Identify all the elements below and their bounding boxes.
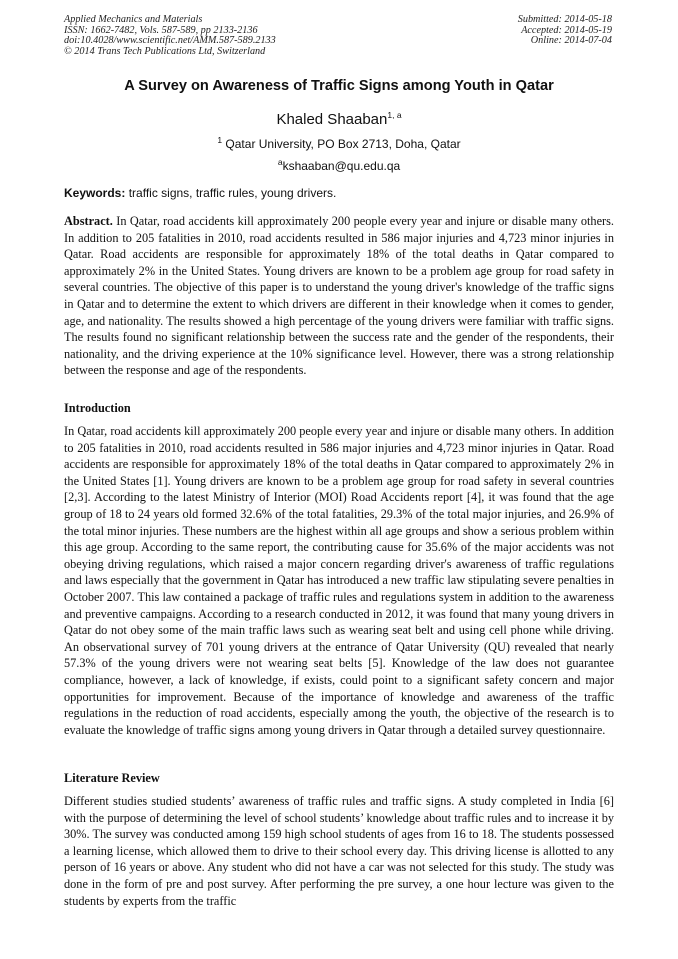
introduction-paragraph: In Qatar, road accidents kill approximately 200 people every year and injure or disable many others. In addition to 205 fatalities in 2010, road accidents resulted in 586 major injuries and 4,723 minor injuries in Qatar. Road accidents are responsible for approximately 18% of the total deaths in Qatar compared to approximately 2% in the United States [1]. Young drivers are known to be a problem age group for road safety in several countries [2,3]. According to the latest Ministry of Interior (MOI) Road Accidents report [4], it was found that the age group of 18 to 24 years old formed 32.6% of the total fatalities, 29.3% of the total major injuries, and 26.9% of the total minor injuries. These numbers are the highest within all age groups and show a serious problem within this age group. According to the same report, the contributing cause for 35.6% of the major accidents was not obeying driving regulations, which raised a major concern regarding driver's awareness of traffic regulations and laws especially that the government in Qatar has introduced a new traffic law stipulating severe penalties in October 2007. This law contained a package of traffic rules and regulations system in addition to the awareness and preventive campaigns. According to a research conducted in 2012, it was found that many young drivers in Qatar do not obey some of the main traffic laws such as wearing seat belt and using cell phone while driving. An observational survey of 701 young drivers at the entrance of Qatar University (QU) revealed that nearly 57.3% of the young drivers were not wearing seat belts [5]. Knowledge of the law does not guarantee compliance, however, a lack of knowledge, if exists, could point to a significant safety concern and major opportunities for improvement. Because of the importance of knowledge and awareness of the traffic regulations in the reduction of road accidents, especially among the youth, the objective of the research is to evaluate the knowledge of traffic signs among young drivers in Qatar through a detailed survey questionnaire. bbox=[64, 424, 614, 737]
author bbox=[0, 111, 678, 128]
journal-doi[interactable]: doi:10.4028/www.scientific.net/AMM.587-589.2133 bbox=[64, 35, 276, 47]
keywords bbox=[64, 186, 614, 200]
keywords-text: traffic signs, traffic rules, young drivers. bbox=[128, 186, 337, 200]
literature-review-paragraph: Different studies studied students’ awareness of traffic rules and traffic signs. A study completed in India [6] with the purpose of determining the level of school students’ knowledge about traffic rules and to increase it by 30%. The survey was conducted among 159 high school students of ages from 16 to 18. The students possessed a learning license, which allowed them to drive to their school every day. This driving license is allotted to any person of 16 years or above. Any student who did not have a car was not selected for this study. The study was done in the form of pre and post survey. After performing the pre survey, a one hour lecture was given to the students by experts from the traffic bbox=[64, 794, 614, 908]
affiliation-text: Qatar University, PO Box 2713, Doha, Qatar bbox=[225, 137, 461, 151]
author-email bbox=[0, 159, 678, 173]
submitted-date: Submitted: 2014-05-18 bbox=[517, 14, 612, 25]
accepted-date: Accepted: 2014-05-19 bbox=[521, 24, 612, 36]
affiliation bbox=[0, 137, 678, 151]
abstract-text: In Qatar, road accidents kill approximately 200 people every year and injure or disable many others. In addition to 205 fatalities in 2010, road accidents resulted in 586 major injuries and 4,723 minor injuries in Qatar. Road accidents are responsible for approximately 18% of the total deaths in Qatar compared to approximately 2% in the United States. Young drivers are known to be a problem age group for road safety in several countries. The objective of this paper is to understand the young driver's knowledge of the traffic signs in Qatar and to determine the extent to which drivers are different in their knowledge when it comes to gender, age, and nationality. The results showed a high percentage of the young drivers were familiar with traffic signs. The results found no significant relationship between the success rate and the gender of the respondents, their nationality, and the driving experience at the 10% significance level. However, there was a strong relationship between the response and age of the respondents. bbox=[64, 214, 614, 378]
affiliation-mark: 1 bbox=[217, 135, 223, 145]
paper-title: A Survey on Awareness of Traffic Signs among Youth in Qatar bbox=[124, 78, 554, 94]
journal-info bbox=[64, 15, 276, 57]
publication-dates bbox=[518, 15, 612, 47]
journal-name: Applied Mechanics and Materials bbox=[64, 14, 203, 25]
literature-review-heading: Literature Review bbox=[64, 771, 160, 785]
keywords-label: Keywords: bbox=[64, 186, 126, 200]
author-name: Khaled Shaaban bbox=[276, 111, 388, 128]
introduction-heading: Introduction bbox=[64, 401, 131, 415]
abstract-label: Abstract. bbox=[64, 214, 113, 228]
email-text[interactable]: kshaaban@qu.edu.qa bbox=[282, 159, 401, 173]
abstract bbox=[64, 213, 614, 379]
journal-copyright: © 2014 Trans Tech Publications Ltd, Switzerland bbox=[64, 45, 266, 57]
online-date: Online: 2014-07-04 bbox=[530, 35, 612, 47]
author-marks: 1, a bbox=[387, 110, 402, 120]
journal-issn: ISSN: 1662-7482, Vols. 587-589, pp 2133-2136 bbox=[64, 24, 258, 36]
email-mark: a bbox=[277, 157, 283, 167]
